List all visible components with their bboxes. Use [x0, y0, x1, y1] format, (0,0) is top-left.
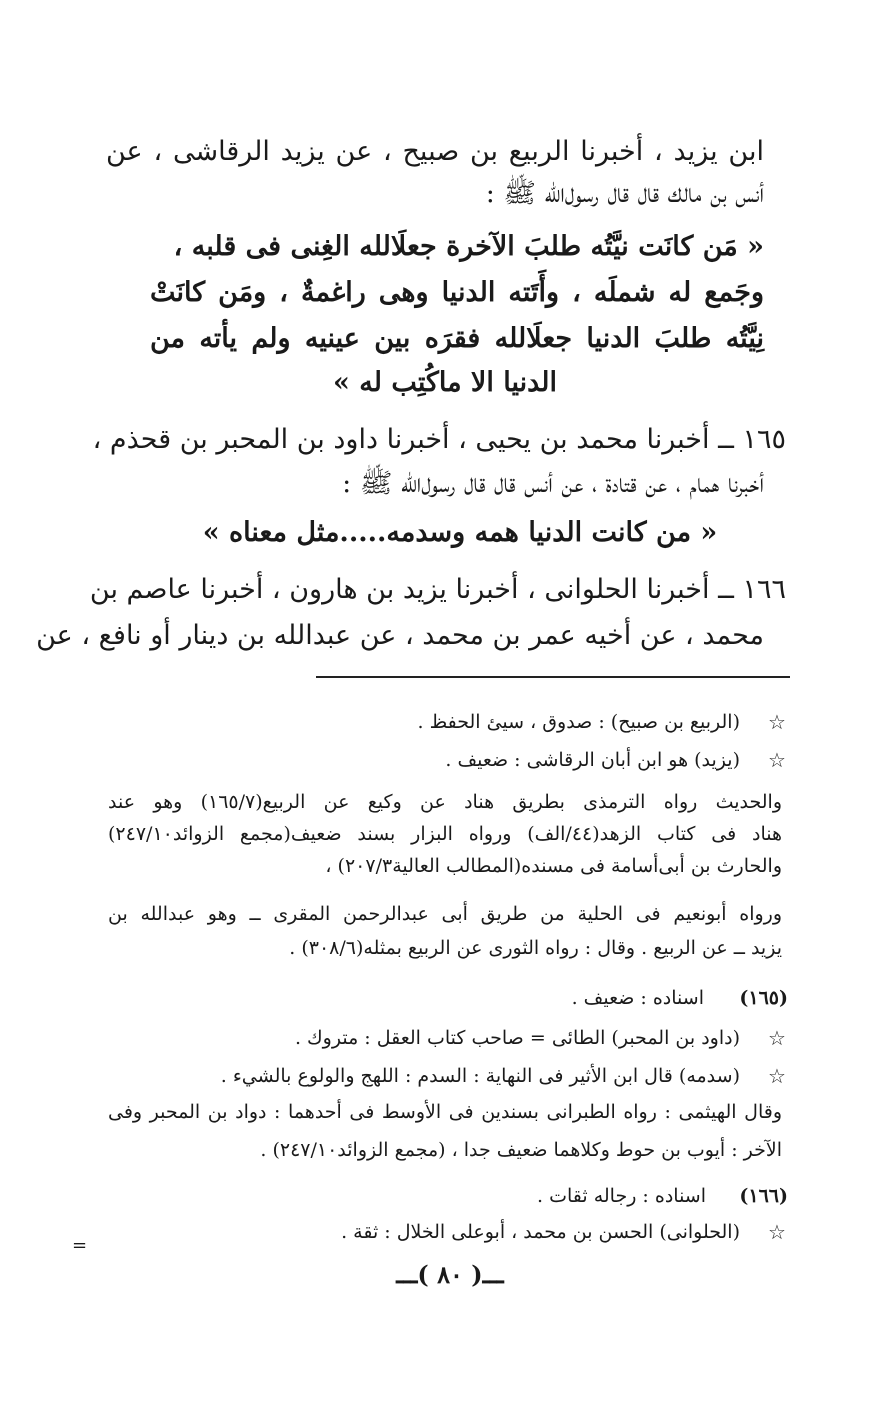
hadith-1-line-1: « مَن كانَت نيَّتُه طلبَ الآخرة جعلَالله الغِنى فى قلبه ،	[173, 231, 764, 262]
star-icon: ☆	[768, 1220, 786, 1244]
footnote-hadith-source-line-5: يزيد ــ عن الربيع . وقال : رواه الثورى عن الربيع بمثله(٣٠٨/٦) .	[289, 937, 782, 959]
footnote-sadamahu: (سدمه) قال ابن الأثير فى النهاية : السدم : اللهج والولوع بالشيء .	[220, 1065, 740, 1087]
footnote-rabi: (الربيع بن صبيح) : صدوق ، سيئ الحفظ .	[417, 711, 740, 733]
footnote-hadith-source-line-4: ورواه أبونعيم فى الحلية من طريق أبى عبدالرحمن المقرى ــ وهو عبدالله بن	[108, 903, 782, 925]
footnote-haythami-line-2: الآخر : أيوب بن حوط وكلاهما ضعيف جدا ، (مجمع الزوائد٢٤٧/١٠) .	[260, 1139, 782, 1161]
item-165-line-2: أخبرنا همام ، عن قتادة ، عن أنس قال قال رسول‌الله ﷺ :	[342, 468, 764, 499]
footnote-166-label: (١٦٦)	[739, 1185, 788, 1207]
star-icon: ☆	[768, 1064, 786, 1088]
star-icon: ☆	[768, 748, 786, 772]
footnote-yazid: (يزيد) هو ابن أبان الرقاشى : ضعيف .	[445, 749, 740, 771]
main-line-1: ابن يزيد ، أخبرنا الربيع بن صبيح ، عن يزيد الرقاشى ، عن	[106, 136, 764, 167]
footnote-165-text: اسناده : ضعيف .	[571, 987, 704, 1009]
margin-mark: =	[72, 1235, 88, 1256]
item-166-line-2: محمد ، عن أخيه عمر بن محمد ، عن عبدالله بن دينار أو نافع ، عن	[36, 620, 764, 651]
hadith-1-line-2: وجَمع له شملَه ، وأَتَته الدنيا وهى راغمةٌ ، ومَن كانَتْ	[150, 277, 764, 308]
hadith-1-line-3: نِيَّتُه طلبَ الدنيا جعلَالله فقرَه بين عينيه ولم يأته من	[150, 323, 764, 354]
footnote-haythami-line-1: وقال الهيثمى : رواه الطبرانى بسندين فى الأوسط فى أحدهما : دواد بن المحبر وفى	[108, 1101, 782, 1123]
footnote-hadith-source-line-1: والحديث رواه الترمذى بطريق هناد عن وكيع عن الربيع(١٦٥/٧) وهو عند	[108, 791, 782, 813]
page-number: ـــ( ٨٠ )ـــ	[396, 1260, 504, 1289]
hadith-2: « من كانت الدنيا همه وسدمه.....مثل معناه »	[202, 517, 718, 548]
star-icon: ☆	[768, 1026, 786, 1050]
item-166-line-1: ١٦٦ ــ أخبرنا الحلوانى ، أخبرنا يزيد بن هارون ، أخبرنا عاصم بن	[89, 574, 786, 605]
item-165-line-1: ١٦٥ ــ أخبرنا محمد بن يحيى ، أخبرنا داود بن المحبر بن قحذم ،	[92, 424, 786, 455]
main-line-2: أنس بن مالك قال قال رسول‌الله ﷺ :	[485, 178, 764, 209]
footnote-separator	[316, 676, 790, 678]
footnote-hulwani: (الحلوانى) الحسن بن محمد ، أبوعلى الخلال : ثقة .	[341, 1221, 740, 1243]
footnote-dawud: (داود بن المحبر) الطائى = صاحب كتاب العقل : متروك .	[294, 1027, 740, 1049]
footnote-hadith-source-line-2: هناد فى كتاب الزهد(٤٤/الف) ورواه البزار بسند ضعيف(مجمع الزوائد٢٤٧/١٠)	[108, 823, 783, 845]
footnote-165-label: (١٦٥)	[739, 987, 788, 1009]
footnote-166-text: اسناده : رجاله ثقات .	[537, 1185, 706, 1207]
star-icon: ☆	[768, 710, 786, 734]
footnote-hadith-source-line-3: والحارث بن أبى‌أسامة فى مسنده(المطالب العالية٢٠٧/٣) ،	[325, 855, 782, 877]
hadith-1-line-4: الدنيا الا ماكُتِب له »	[332, 367, 558, 398]
